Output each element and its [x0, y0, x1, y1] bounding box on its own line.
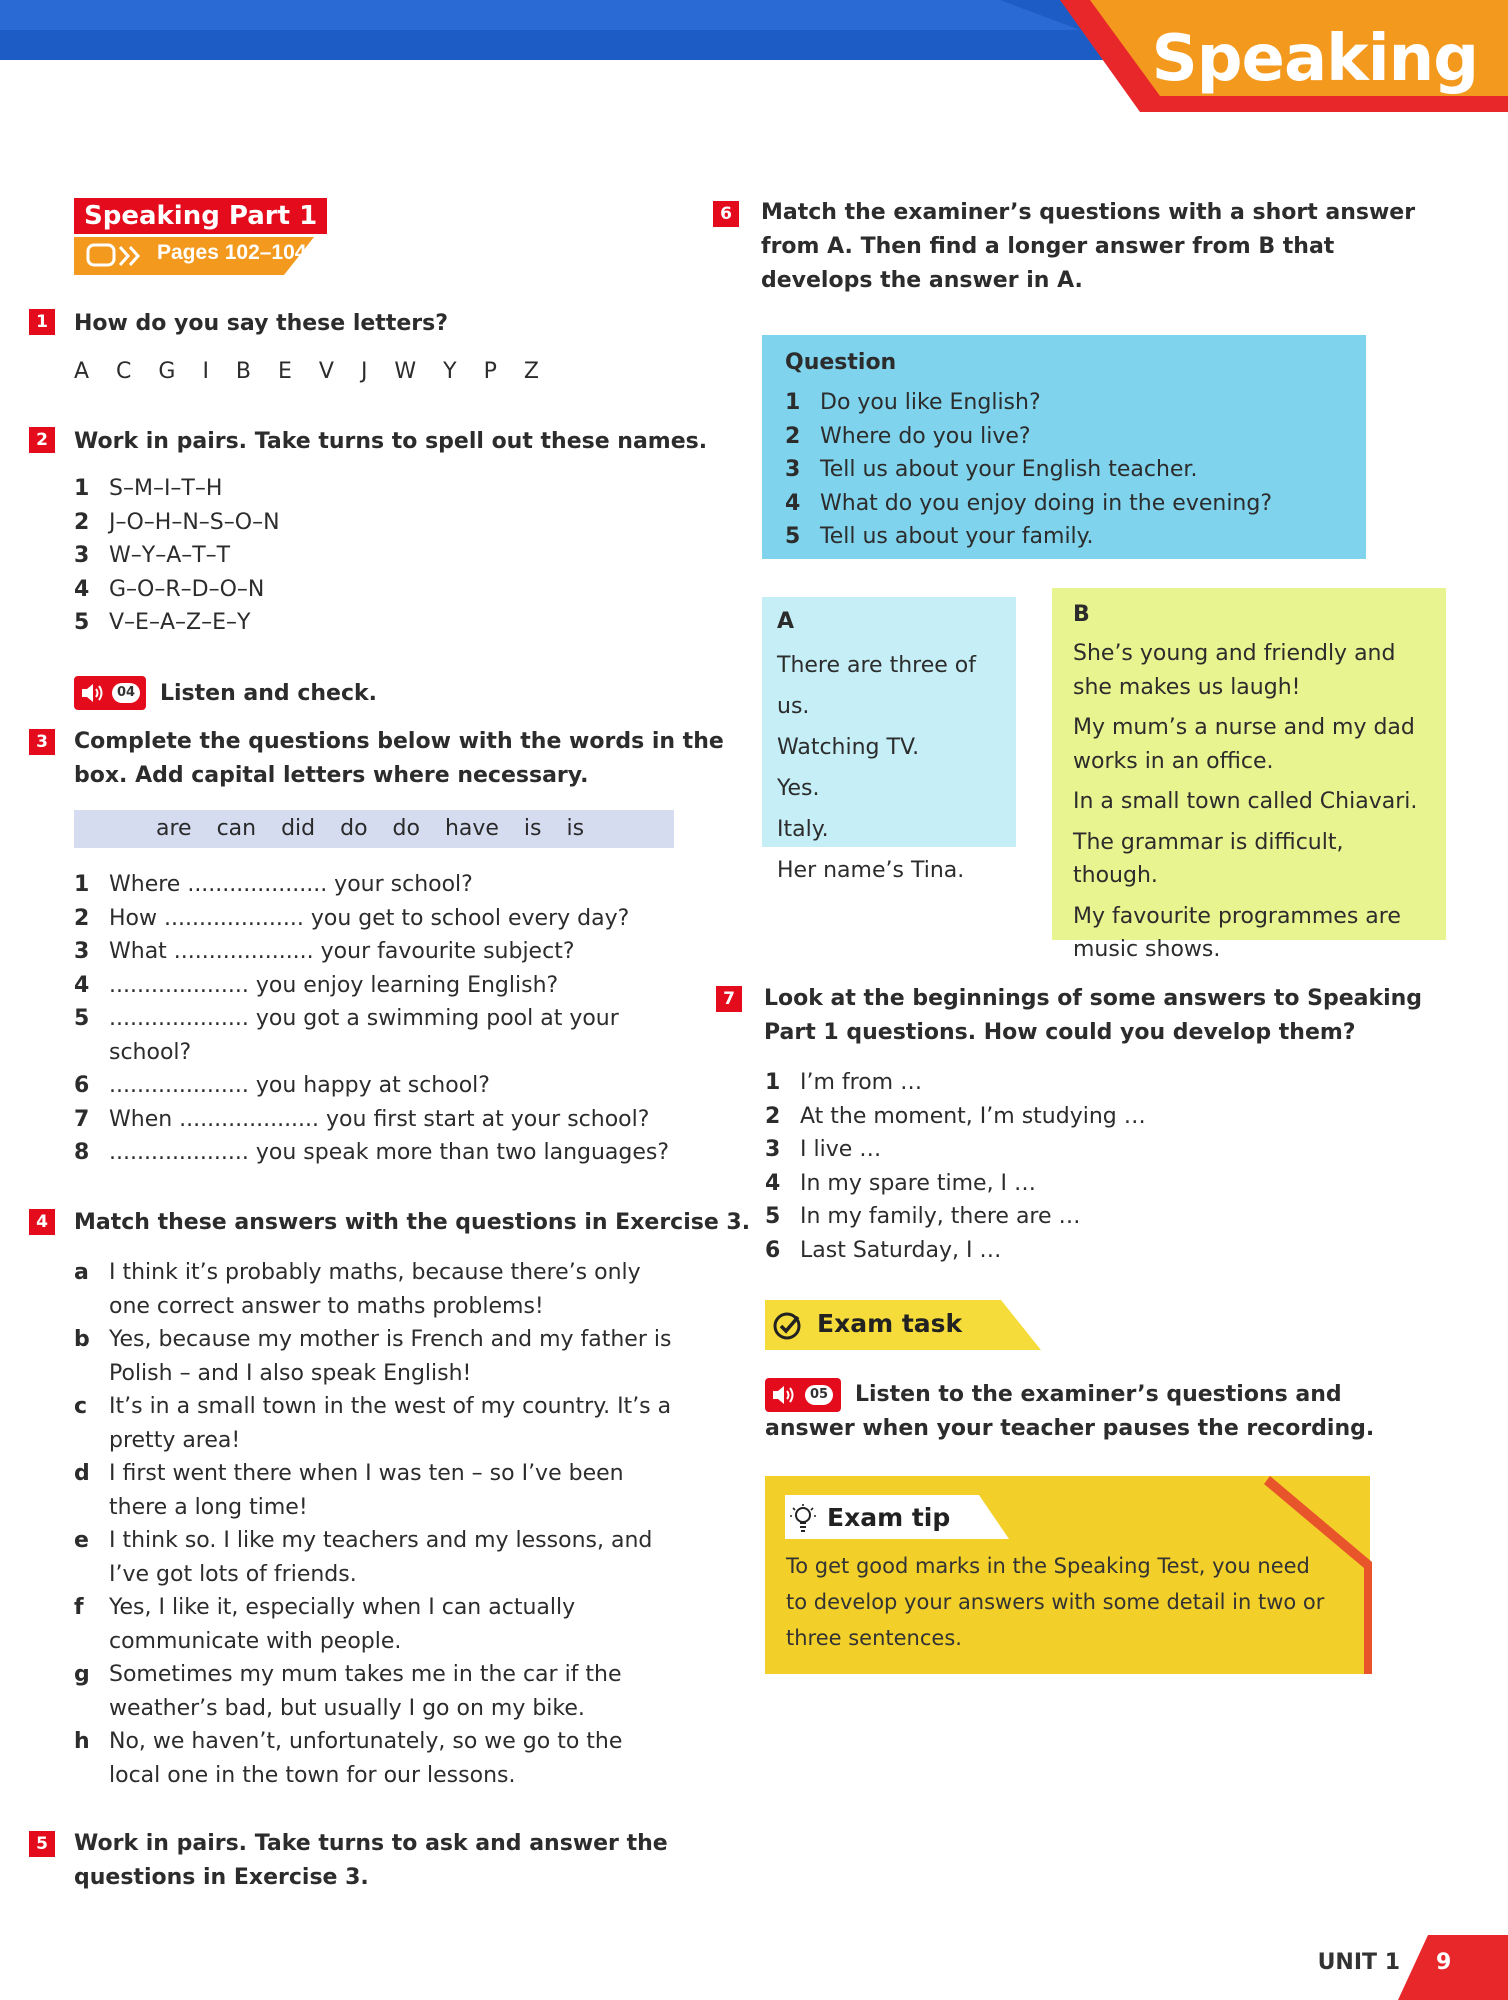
audio-track-button[interactable] [74, 676, 146, 710]
lightbulb-icon [790, 1503, 816, 1535]
list-item: Her name’s Tina. [777, 858, 965, 883]
b-heading: B [1073, 602, 1090, 627]
list-item: In a small town called Chiavari. [1073, 789, 1418, 814]
list-item: 3 Tell us about your English teacher. [785, 457, 1198, 482]
exercise-instruction: Work in pairs. Take turns to spell out these names. [74, 429, 708, 454]
list-item: e I think so. I like my teachers and my lessons, and I’ve got lots of friends. [74, 1528, 653, 1587]
part-label: Speaking Part 1 [74, 198, 327, 234]
exercise-instruction: Look at the beginnings of some answers to Speaking [764, 986, 1423, 1011]
list-item: 2 Where do you live? [785, 423, 1031, 449]
track-number: 04 [112, 683, 140, 703]
list-item: 2 At the moment, I’m studying … [765, 1103, 1146, 1129]
exercise-number: 6 [713, 201, 739, 227]
list-item: 8 .................... you speak more than two languages? [74, 1140, 670, 1165]
track-number: 05 [805, 1385, 833, 1405]
list-item: My mum’s a nurse and my dad works in an office. [1073, 715, 1415, 774]
names-list [74, 472, 634, 640]
list-item: 4 G–O–R–D–O–N [74, 576, 265, 602]
exercise-number: 7 [716, 986, 742, 1012]
list-item: 2 How .................... you get to school every day? [74, 905, 630, 931]
pages-reference: Pages 102–104 [157, 241, 307, 264]
exam-task-instruction: answer when your teacher pauses the recording. [765, 1416, 1375, 1441]
list-item: 2 J–O–H–N–S–O–N [74, 509, 280, 535]
list-item: 3 W–Y–A–T–T [74, 543, 231, 568]
list-item: 3 What .................... your favourite subject? [74, 939, 575, 964]
list-item: a I think it’s probably maths, because there’s only one correct answer to maths problems! [74, 1260, 641, 1319]
list-item: 5 V–E–A–Z–E–Y [74, 610, 251, 635]
word-box: are can did do do have is is [74, 810, 674, 848]
list-item: 4 In my spare time, I … [765, 1170, 1037, 1196]
examiner-questions [785, 386, 1345, 554]
exam-tip-text: To get good marks in the Speaking Test, you need to develop your answers with some detail in two or three sentences. [786, 1554, 1325, 1650]
exercise-instruction: develops the answer in A. [761, 268, 1083, 293]
list-item: g Sometimes my mum takes me in the car if the weather’s bad, but usually I go on my bike. [74, 1662, 622, 1721]
list-item: f Yes, I like it, especially when I can actually communicate with people. [74, 1595, 576, 1654]
exercise-instruction: Complete the questions below with the words in the [74, 729, 724, 754]
list-item: 7 When .................... you first start at your school? [74, 1106, 650, 1132]
exercise-instruction: from A. Then find a longer answer from B that [761, 234, 1335, 259]
list-item: 5 .................... you got a swimming pool at your school? [74, 1006, 619, 1065]
answer-beginnings-list [765, 1066, 1325, 1267]
exercise-number: 3 [29, 729, 55, 755]
section-title: Speaking [1151, 22, 1478, 96]
speaker-icon [771, 1384, 797, 1406]
checkmark-icon [772, 1311, 802, 1341]
list-item: 5 Tell us about your family. [785, 524, 1094, 549]
exercise-number: 1 [29, 309, 55, 335]
exercise-instruction: Work in pairs. Take turns to ask and answer the [74, 1831, 668, 1856]
list-item: My favourite programmes are music shows. [1073, 903, 1401, 962]
list-item: d I first went there when I was ten – so I’ve been there a long time! [74, 1461, 624, 1520]
letters-list: A C G I B E V J W Y P Z [74, 359, 540, 384]
list-item: 1 Where .................... your school? [74, 872, 473, 897]
audio-track-button[interactable] [765, 1378, 841, 1412]
list-item: Watching TV. [777, 735, 920, 760]
list-item: Italy. [777, 817, 829, 842]
list-item: h No, we haven’t, unfortunately, so we go to the local one in the town for our lessons. [74, 1729, 623, 1788]
a-heading: A [777, 609, 795, 634]
speaker-icon [80, 682, 106, 704]
list-item: 1 Do you like English? [785, 390, 1041, 415]
list-item: 1 S–M–I–T–H [74, 476, 223, 501]
list-item: 5 In my family, there are … [765, 1204, 1081, 1229]
exam-tip-label: Exam tip [827, 1503, 951, 1532]
list-item: 6 .................... you happy at school? [74, 1073, 490, 1098]
list-item: 6 Last Saturday, I … [765, 1237, 1002, 1263]
page-number: 9 [1436, 1950, 1452, 1975]
exercise-instruction: questions in Exercise 3. [74, 1865, 369, 1890]
list-item: 4 .................... you enjoy learning English? [74, 972, 559, 998]
exercise-instruction: box. Add capital letters where necessary. [74, 763, 589, 788]
questions-list [74, 868, 674, 1170]
list-item: She’s young and friendly and she makes us laugh! [1073, 641, 1396, 700]
question-heading: Question [785, 350, 897, 375]
list-item: 3 I live … [765, 1137, 882, 1162]
exercise-instruction: Match these answers with the questions in Exercise 3. [74, 1210, 751, 1235]
list-item: c It’s in a small town in the west of my country. It’s a pretty area! [74, 1394, 672, 1453]
exercise-instruction: Part 1 questions. How could you develop them? [764, 1020, 1356, 1045]
exam-task-label: Exam task [817, 1309, 963, 1338]
list-item: 4 What do you enjoy doing in the evening? [785, 490, 1273, 516]
list-item: Yes. [777, 776, 820, 801]
page-number-tab [1398, 1935, 1508, 2000]
exercise-number: 4 [29, 1209, 55, 1235]
listen-instruction: Listen and check. [160, 681, 377, 706]
exercise-instruction: Match the examiner’s questions with a short answer [761, 200, 1416, 225]
short-answers-list [777, 645, 1007, 891]
list-item: The grammar is difficult, though. [1073, 829, 1344, 888]
exam-task-instruction: Listen to the examiner’s questions and [855, 1382, 1342, 1407]
unit-label: UNIT 1 [1317, 1950, 1400, 1975]
longer-answers-list [1073, 637, 1433, 967]
list-item: There are three of us. [777, 653, 976, 719]
answers-list [74, 1256, 674, 1792]
exercise-number: 2 [29, 427, 55, 453]
list-item: b Yes, because my mother is French and my father is Polish – and I also speak English! [74, 1327, 672, 1386]
list-item: 1 I’m from … [765, 1070, 923, 1095]
exercise-number: 5 [29, 1831, 55, 1857]
exercise-instruction: How do you say these letters? [74, 311, 448, 336]
